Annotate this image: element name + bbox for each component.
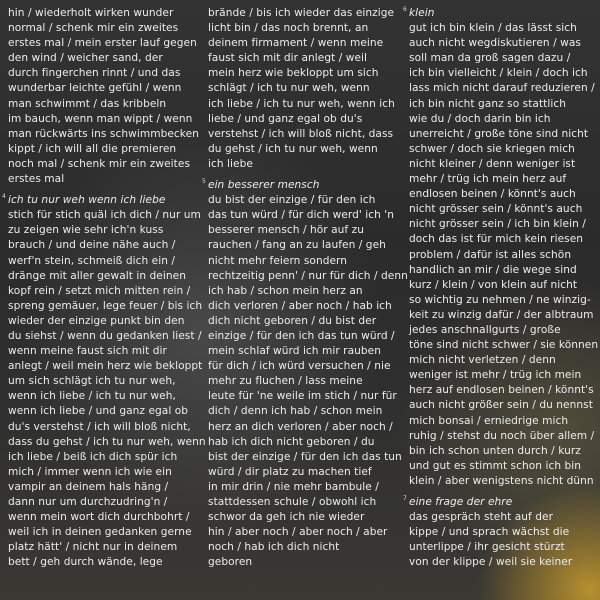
lyric-line: vampir an deinem hals häng / — [8, 480, 169, 493]
lyric-line: deinem firmament / wenn meine — [208, 37, 384, 50]
lyric-line: dich verloren / aber noch / hab ich — [208, 299, 392, 312]
lyric-line: man rückwärts ins schwimmbecken — [8, 127, 199, 140]
lyric-line: endlosen beinen / könnt's auch — [409, 188, 576, 201]
lyric-line: mich bonsai / erniedrige mich — [409, 414, 569, 427]
lyric-line: gut ich bin klein / das lässt sich — [409, 22, 577, 35]
lyrics-column-1 — [2, 6, 206, 570]
lyric-line: nicht mehr feiern sondern — [208, 254, 348, 267]
lyric-line: mein schlaf würd ich mir rauben — [208, 345, 381, 358]
lyrics-column-3 — [403, 6, 599, 570]
lyrics-text — [8, 6, 203, 187]
lyric-line: problem / dafür ist alles schön — [409, 248, 572, 261]
lyric-line: erstes mal — [8, 173, 65, 186]
lyric-line: mein herz wie bekloppt um sich — [208, 67, 379, 80]
song-header — [2, 193, 203, 208]
lyric-line: doch das ist für mich kein riesen — [409, 233, 584, 246]
song-header — [403, 6, 597, 21]
lyric-line: du gehst / ich tu nur weh, wenn — [208, 142, 378, 155]
lyric-line: auch nicht größer sein / du nennst — [409, 399, 593, 412]
lyric-line: klein / aber wenigstens nicht dünn — [409, 474, 594, 487]
lyric-line: faust sich mit dir anlegt / weil — [208, 52, 368, 65]
song-block — [8, 6, 203, 187]
lyric-line: unerreicht / große töne sind nicht — [409, 127, 589, 140]
lyric-line: kippe / und sprach wächst die — [409, 526, 570, 539]
lyric-line: das gespräch steht auf der — [409, 511, 553, 524]
song-title: ich tu nur weh wenn ich liebe — [8, 194, 166, 207]
song-header — [403, 495, 597, 510]
lyric-line: kopf rein / setzt mich mitten rein / — [8, 284, 191, 297]
lyric-line: auch nicht wegdiskutieren / was — [409, 37, 581, 50]
song-title: klein — [409, 7, 435, 19]
lyric-line: würd / dir platz zu machen tief — [208, 465, 372, 478]
lyric-line: schwer / doch sie kriegen mich — [409, 142, 575, 155]
song-number: 6 — [403, 6, 407, 13]
lyric-line: das tun würd / für dich werd' ich 'n — [208, 209, 395, 222]
lyric-line: handlich an mir / die wege sind — [409, 263, 577, 276]
lyric-line: wunderbar leichte gefühl / wenn — [8, 82, 182, 95]
lyric-line: liebe / und ganz egal ob du's — [208, 112, 363, 125]
lyric-line: in mir drin / nie mehr bambule / — [208, 480, 379, 493]
lyric-line: soll man da groß sagen dazu / — [409, 52, 571, 65]
lyric-line: verstehst / ich will bloß nicht, dass — [208, 127, 394, 140]
lyric-line: rechtzeitig penn' / nur für dich / denn — [208, 269, 408, 282]
lyric-line: wie du / doch darin bin ich — [409, 112, 551, 125]
lyric-line: brände / bis ich wieder das einzige — [208, 7, 395, 19]
song-block — [202, 178, 408, 570]
lyric-line: wenn meine faust sich mit dir — [8, 345, 167, 358]
lyric-line: du bist der einzige / für den ich — [208, 194, 376, 207]
lyric-line: bist der einzige / für den ich das tun — [208, 450, 402, 463]
lyric-line: dich nicht geboren / du bist der — [208, 314, 377, 327]
lyric-line: nicht grösser sein / könnt's auch — [409, 203, 583, 216]
lyric-line: hin / wiederholt wirken wunder — [8, 7, 174, 19]
lyric-line: platz hätt' / nicht nur in deinem — [8, 541, 178, 554]
lyric-line: wenn mein wort dich durchbohrt / — [8, 511, 190, 524]
lyrics-text — [8, 208, 206, 570]
lyric-line: mich / immer wenn ich wie ein — [8, 465, 172, 478]
lyric-line: geboren — [208, 556, 253, 569]
lyric-line: dass du gehst / ich tu nur weh, wenn — [8, 435, 206, 448]
lyric-line: zu zeigen wie sehr ich'n kuss — [8, 224, 164, 237]
lyric-line: du's verstehst / ich will bloß nicht, — [8, 420, 191, 433]
lyric-line: kippt / ich will all die premieren — [8, 142, 177, 155]
lyric-line: nicht grösser sein / ich bin klein / — [409, 218, 586, 231]
lyric-line: ich liebe — [208, 157, 253, 170]
lyric-line: wieder der einzige punkt bin den — [8, 314, 185, 327]
lyrics-text — [208, 6, 398, 172]
song-block — [2, 193, 206, 570]
lyric-line: spreng gemäuer, lege feuer / bis ich — [8, 299, 203, 312]
lyric-line: bin ich schon unten durch / kurz — [409, 444, 581, 457]
lyric-line: man schwimmt / das kribbeln — [8, 97, 167, 110]
lyric-line: von der klippe / weil sie keiner — [409, 556, 573, 569]
lyric-line: erstes mal / mein erster lauf gegen — [8, 37, 197, 50]
lyrics-column-2 — [202, 6, 408, 570]
lyric-line: brauch / und deine nähe auch / — [8, 239, 176, 252]
lyric-line: stich für stich quäl ich dich / nur um — [8, 209, 201, 222]
lyric-line: herz an dich verloren / aber noch / — [208, 420, 393, 433]
lyric-line: dränge mit aller gewalt in deinen — [8, 269, 186, 282]
lyric-line: für dich / ich würd versuchen / nie — [208, 360, 391, 373]
lyrics-text — [409, 21, 597, 489]
lyric-line: rauchen / fang an zu laufen / geh — [208, 239, 386, 252]
lyric-line: herz auf endlosen beinen / könnt's — [409, 384, 594, 397]
song-block — [403, 495, 597, 570]
lyric-line: mehr / trüg ich mein herz auf — [409, 173, 567, 186]
lyric-line: so wichtig zu nehmen / ne winzig- — [409, 293, 591, 306]
lyric-line: mehr zu fluchen / lass meine — [208, 375, 363, 388]
song-title: ein besserer mensch — [208, 179, 320, 192]
lyric-line: weil ich in deinen gedanken gerne — [8, 526, 192, 539]
lyric-line: durch fingerchen rinnt / und das — [8, 67, 181, 80]
song-block — [208, 6, 398, 172]
lyric-line: nicht kleiner / denn weniger ist — [409, 157, 576, 170]
lyric-line: stattdessen schule / obwohl ich — [208, 496, 377, 508]
lyric-line: töne sind nicht schwer / sie können — [409, 339, 599, 352]
lyric-line: um sich schlägt ich tu nur weh, — [8, 375, 176, 388]
lyric-line: ich liebe / beiß ich dich spür ich — [8, 450, 178, 463]
lyric-line: im bauch, wenn man wippt / wenn — [8, 112, 193, 125]
lyric-line: werf'n stein, schmeiß dich ein / — [8, 254, 176, 267]
lyric-line: noch mal / schenk mir ein zweites — [8, 157, 191, 170]
lyric-line: ich hab / schon mein herz an — [208, 284, 363, 297]
song-block — [403, 6, 599, 489]
lyric-line: dich / denn ich hab / schon mein — [208, 405, 383, 418]
song-number: 5 — [202, 178, 206, 186]
lyric-line: wenn ich liebe / ich tu nur weh, — [8, 390, 176, 403]
lyric-line: mich nicht verletzen / denn — [409, 354, 556, 367]
lyric-line: schwor da geh ich nie wieder — [208, 511, 365, 524]
lyric-line: hab ich dich nicht geboren / du — [208, 435, 375, 448]
lyric-line: bett / geh durch wände, lege — [8, 556, 163, 569]
lyric-line: du siehst / wenn du gedanken liest / — [8, 329, 202, 342]
lyric-line: leute für 'ne weile im stich / nur für — [208, 390, 397, 403]
lyric-line: kurz / klein / von klein auf nicht — [409, 278, 578, 291]
lyric-line: besserer mensch / hör auf zu — [208, 224, 364, 237]
song-number: 4 — [2, 193, 6, 201]
lyric-line: weniger ist mehr / trüg ich mein — [409, 369, 582, 382]
lyric-line: ruhig / stehst du noch über allem / — [409, 429, 595, 442]
lyric-line: anlegt / weil mein herz wie bekloppt — [8, 360, 203, 373]
lyric-line: unterlippe / ihr gesicht stürzt — [409, 541, 565, 554]
lyric-line: wenn ich liebe / und ganz egal ob — [8, 405, 189, 418]
song-number: 7 — [403, 495, 407, 502]
lyric-line: ich liebe / ich tu nur weh, wenn ich — [208, 97, 395, 110]
lyric-line: ich bin nicht ganz so stattlich — [409, 97, 566, 110]
lyric-line: und gut es stimmt schon ich bin — [409, 459, 582, 472]
lyric-line: noch / hab ich dich nicht — [208, 541, 340, 554]
lyric-line: hin / aber noch / aber noch / aber — [208, 526, 388, 539]
lyric-line: dann nur um durchzudring'n / — [8, 496, 168, 508]
lyric-line: einzige / für den ich das tun würd / — [208, 329, 395, 342]
lyric-line: den wind / weicher sand, der — [8, 52, 163, 65]
lyric-line: normal / schenk mir ein zweites — [8, 22, 179, 35]
lyrics-text — [208, 193, 408, 570]
lyric-line: lass mich nicht darauf reduzieren / — [409, 82, 595, 95]
lyric-line: licht bin / das noch brennt, an — [208, 22, 369, 35]
song-title: eine frage der ehre — [409, 496, 513, 508]
lyric-line: jedes anschnallgurts / große — [409, 323, 561, 336]
song-header — [202, 178, 398, 193]
lyric-line: schlägt / ich tu nur weh, wenn — [208, 82, 370, 95]
lyric-line: ich bin vielleicht / klein / doch ich — [409, 67, 588, 80]
lyrics-text — [409, 510, 597, 570]
lyric-line: keit zu winzig dafür / der albtraum — [409, 308, 594, 321]
